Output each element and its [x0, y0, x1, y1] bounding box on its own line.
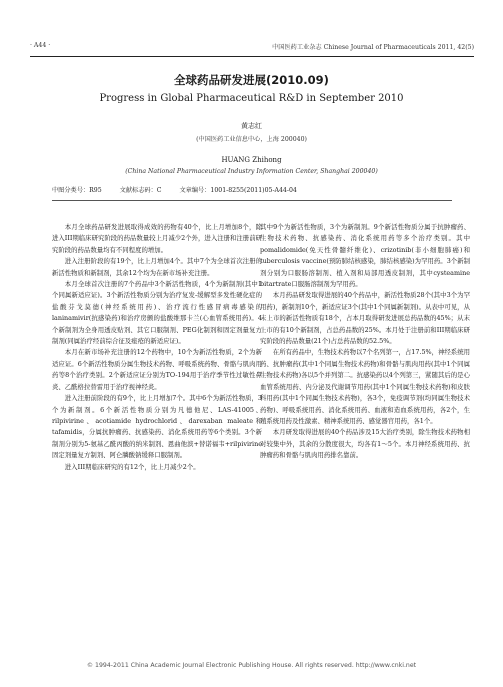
- paragraph: 进入注册前阶段的有9个，比上月增加7个。其中6个为新活性物质，3个为新制剂。6个新活性物质分别为凡德他尼、LAS-41005、rilpivirine、acotiamide hydrochlorid、darexaban maleate和tafamidis，分属抗肿瘤药、抗感染药、消化系统用药等6个类别。3个新制剂分别为5-氨基乙酰丙酸的纳米制剂、恩曲他滨+替诺福韦+rilpivirine固定剂量复方制剂、阿仑膦酸钠缓释口服制剂。: [52, 394, 262, 460]
- page-number: · A44 ·: [30, 42, 51, 49]
- affiliation-cn: (中国医药工业信息中心，上海 200040): [196, 136, 307, 143]
- paragraph: 本月药品研发取得进展的40个药品中，新活性物质28个(其中3个为罕用药)，新制剂10个，新适应证3个(其中1个同属新制剂)。从表中可见，从末上市的新活性物质有18个，占本月取得研发进展总药品数的45%；从末上市的有10个新制剂，占总药品数的25%。本月处于注册前和III期临床研究阶段的药品数量(21个)占总药品数的52.5%。: [260, 291, 470, 346]
- paragraph: 进入III期临床研究的有12个，比上月减少2个。: [64, 462, 200, 471]
- document-code: 文献标志码：C: [119, 187, 162, 194]
- affiliation-en: (China National Pharmaceutical Industry Information Center, Shanghai 200040): [125, 168, 378, 175]
- paragraph: 进入注册阶段的有19个，比上月增加4个。其中7个为全球首次注册的新活性物质和新制剂，其余12个均为在新市场补充注册。: [52, 257, 262, 277]
- body-column-right: [260, 222, 470, 462]
- paragraph: 本月研发取得进展的40个药品涉及15大治疗类别，除生物技术药物相对较集中外，其余的分散度很大，均各有1～5个。本月神经系统用药、抗肿瘤药和骨骼与肌肉用药排名靠前。: [260, 428, 470, 460]
- article-title-cn: 全球药品研发进展(2010.09): [174, 73, 329, 87]
- paragraph: 本月全球首次注册的7个药品中3个新活性物质，4个为新制剂(其中1个同属新适应证)。3个新活性物质分别为治疗复发-缓解型多发性硬化症的盐酸芬戈莫德(神经系统用药)、治疗流行性感冒病毒感染的laninamivir(抗感染药)和治疗房颤的盐酸维那卡兰(心血管系统用药)。4个新制剂为全身用透皮贴剂、其它口服制剂、PEG化制剂和固定剂量复方制剂(同属治疗经前综合征及痤疮的新适应证)。: [52, 280, 262, 346]
- paragraph: 在所有药品中，生物技术药物以7个名列第一，占17.5%，神经系统用药、抗肿瘤药(其中1个同属生物技术药物)和骨骼与肌肉用药(其中1个同属生物技术药物)各以5个并列第二。抗感染药以4个列第三，紧随其后的是心血管系统用药、内分泌及代谢调节用药(其中1个同属生物技术药物)和皮肤科用药(其中1个同属生物技术药物)，各3个，免疫调节剂(均同属生物技术药物)、呼吸系统用药、消化系统用药、血液和造血系统用药，各2个，生殖系统用药及性激素、精神系统用药、感觉器官用药，各1个。: [260, 348, 470, 425]
- journal-citation: 中国医药工业杂志 Chinese Journal of Pharmaceuticals 2011, 42(5): [272, 44, 474, 51]
- author-en: HUANG Zhihong: [221, 156, 282, 164]
- paragraph: 本月全球药品研发进展取得成效的药物有40个，比上月增加8个，除进入III期临床研究阶段的药品数量较上月减少2个外，进入注册和注册前研究阶段的药品数量均有不同程度的增加。: [52, 223, 262, 254]
- metadata-rule: [52, 200, 452, 201]
- paragraph: 本月在新市场补充注册的12个药物中，10个为新活性物质，2个为新适应证。6个新活性物质分属生物技术药物、呼吸系统药物、骨骼与肌肉用药等8个治疗类别。2个新适应证分别为TO-194用于治疗季节性过敏性鼻炎、乙酰格拉替雷用于治疗视神经炎。: [52, 348, 262, 391]
- article-number: 文章编号：1001-8255(2011)05-A44-04: [179, 187, 297, 194]
- article-metadata: [52, 185, 452, 194]
- body-column-left: [52, 222, 262, 473]
- header-rule: [30, 56, 474, 57]
- clc-number: 中图分类号：R95: [52, 187, 102, 194]
- copyright-footer: © 1994-2011 China Academic Journal Electronic Publishing House. All rights reserved. http://www.cnki.net: [86, 662, 417, 669]
- paragraph: 其中9个为新活性物质，3个为新制剂。9个新活性物质分属于抗肿瘤药、生物技术药物、抗感染药、消化系统用药等多个治疗类别。其中pomalidomide(免天性骨髓纤维化)、crizotinib(非小细胞肺癌)和tuberculosis vaccine(预防肺结核感染，肺结核感染)为罕用药。3个新制剂分别为口服肠溶制剂、植入剂和局部用透皮制剂，其中cysteamine bitartrate口服肠溶制剂为罕用药。: [260, 223, 470, 289]
- author-cn: 黄志红: [241, 122, 262, 130]
- article-title-en: Progress in Global Pharmaceutical R&D in September 2010: [99, 93, 404, 104]
- running-header: [30, 42, 474, 54]
